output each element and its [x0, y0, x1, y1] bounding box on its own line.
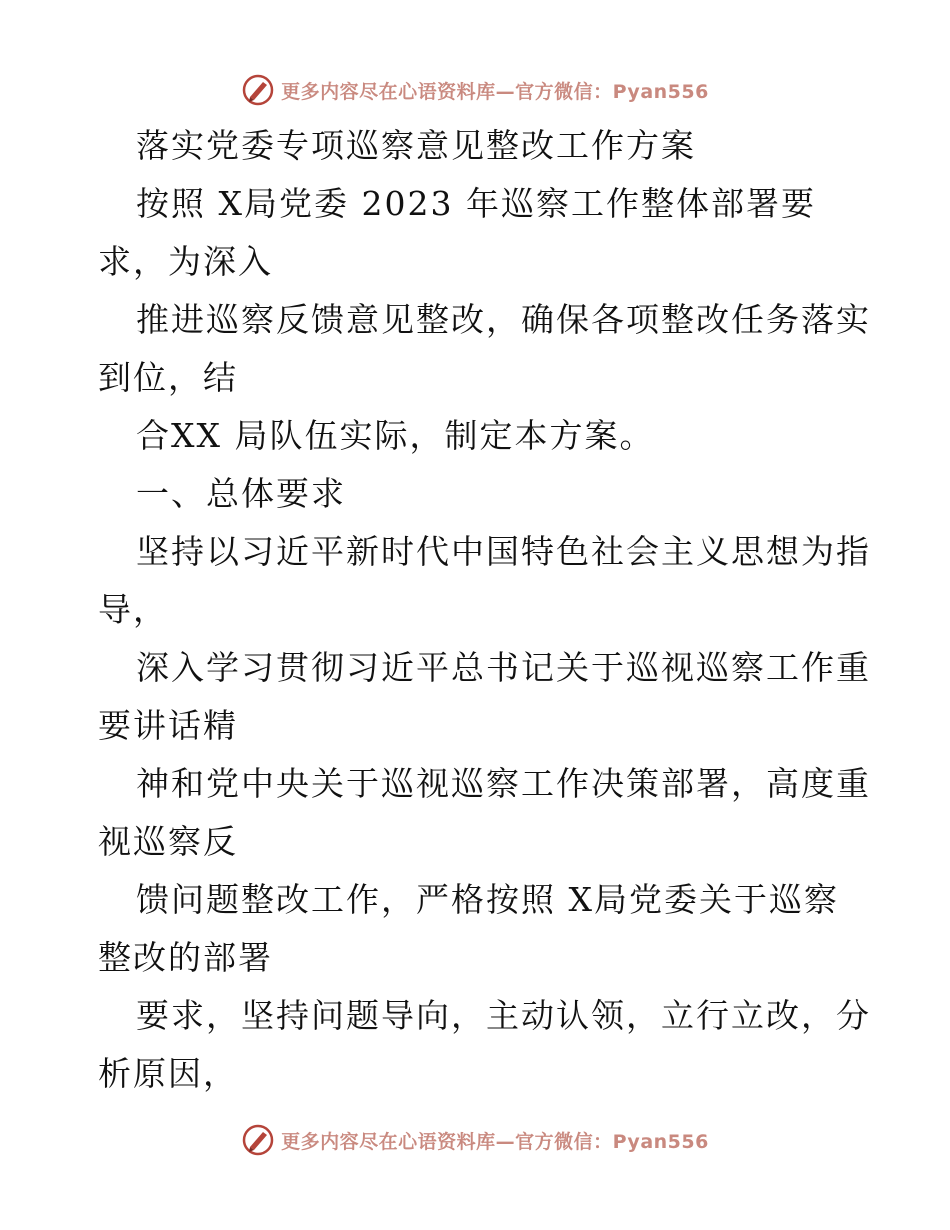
paragraph-line: 推进巡察反馈意见整改，确保各项整改任务落实 [136, 300, 871, 339]
watermark-text: 更多内容尽在心语资料库—官方微信：Pyan556 [281, 80, 709, 103]
paragraph-line: 馈问题整改工作，严格按照 X局党委关于巡察 [136, 880, 839, 919]
paragraph-line: 合XX 局队伍实际，制定本方案。 [136, 416, 655, 455]
doc-title: 落实党委专项巡察意见整改工作方案 [136, 126, 696, 165]
paragraph-line: 视巡察反 [98, 822, 238, 861]
paragraph-line: 要讲话精 [98, 706, 238, 745]
paragraph-line: 整改的部署 [98, 938, 273, 977]
paragraph-line: 按照 X局党委 2023 年巡察工作整体部署要 [136, 184, 816, 223]
paragraph-line: 到位，结 [98, 358, 238, 397]
pen-logo-icon [241, 73, 275, 107]
paragraph-line: 析原因， [98, 1054, 238, 1093]
paragraph-line: 要求，坚持问题导向，主动认领，立行立改，分 [136, 996, 871, 1035]
paragraph-line: 求，为深入 [98, 242, 273, 281]
paragraph-line: 神和党中央关于巡视巡察工作决策部署，高度重 [136, 764, 871, 803]
watermark-text: 更多内容尽在心语资料库—官方微信：Pyan556 [281, 1130, 709, 1153]
paragraph-line: 坚持以习近平新时代中国特色社会主义思想为指 [136, 532, 871, 571]
section-heading: 一、总体要求 [136, 474, 346, 513]
paragraph-line: 导， [98, 590, 168, 629]
pen-logo-icon [241, 1123, 275, 1157]
paragraph-line: 深入学习贯彻习近平总书记关于巡视巡察工作重 [136, 648, 871, 687]
footer-watermark-banner [0, 1122, 950, 1158]
header-watermark-banner [0, 72, 950, 108]
